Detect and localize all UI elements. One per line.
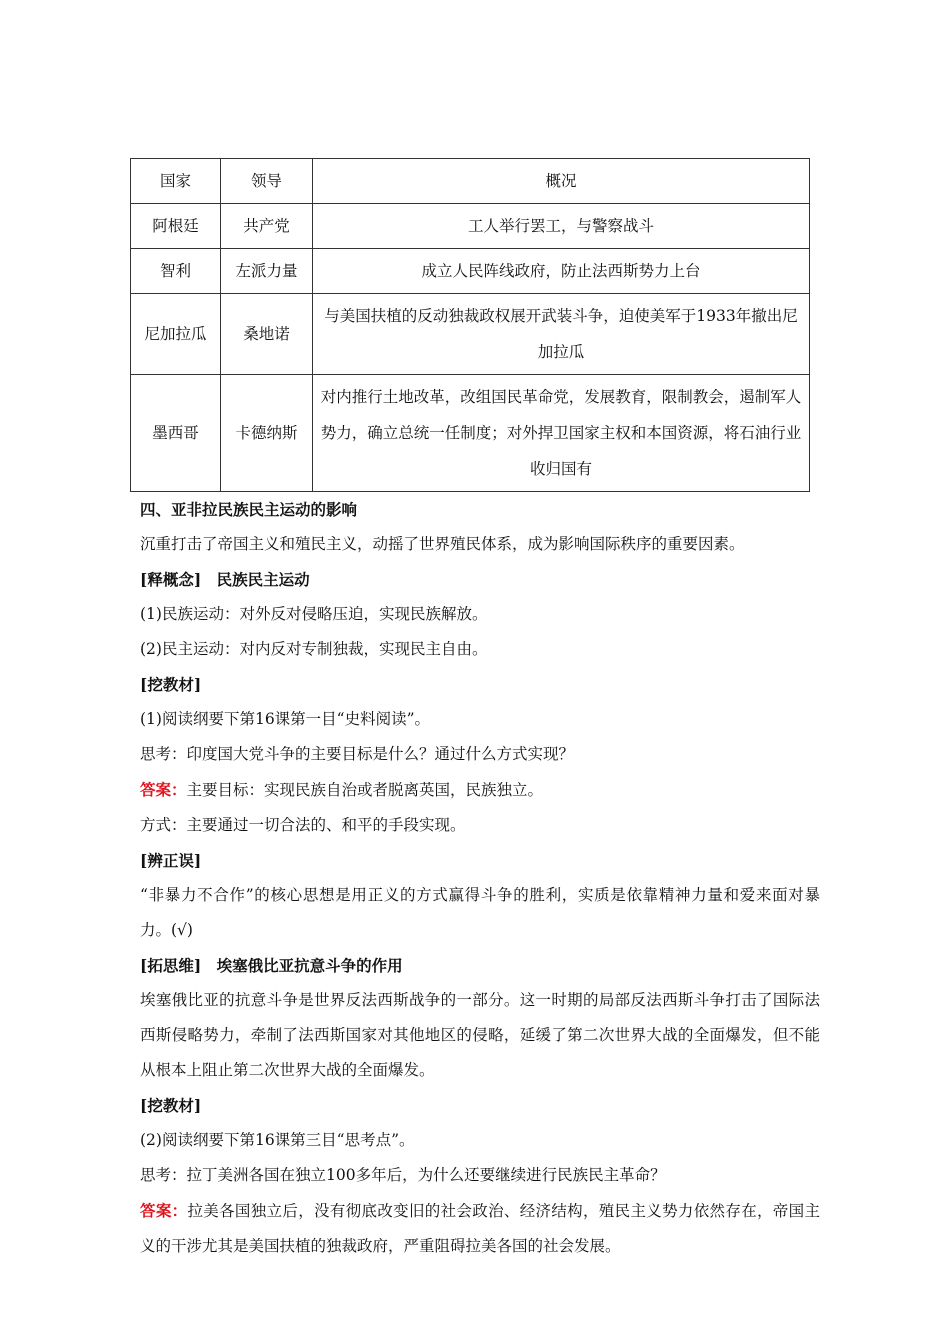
think-text: 埃塞俄比亚的抗意斗争是世界反法西斯战争的一部分。这一时期的局部反法西斯斗争打击了国际法西斯侵略势力，牵制了法西斯国家对其他地区的侵略，延缓了第二次世界大战的全面爆发，但不能从根本上阻止第二次世界大战的全面爆发。 bbox=[140, 991, 820, 1079]
cell-summary: 工人举行罢工，与警察战斗 bbox=[313, 204, 810, 249]
header-country: 国家 bbox=[131, 159, 221, 204]
section-heading: 四、亚非拉民族民主运动的影响 bbox=[140, 500, 358, 519]
cell-summary: 成立人民阵线政府，防止法西斯势力上台 bbox=[313, 249, 810, 294]
correct-heading: [辨正误] bbox=[140, 851, 202, 870]
header-leader: 领导 bbox=[221, 159, 313, 204]
cell-country: 智利 bbox=[131, 249, 221, 294]
think-heading: [拓思维] 埃塞俄比亚抗意斗争的作用 bbox=[140, 956, 403, 975]
cell-country: 墨西哥 bbox=[131, 375, 221, 492]
answer-label: 答案： bbox=[140, 780, 187, 799]
concept-heading: [释概念] 民族民主运动 bbox=[140, 570, 310, 589]
header-summary: 概况 bbox=[313, 159, 810, 204]
section-text: 沉重打击了帝国主义和殖民主义，动摇了世界殖民体系，成为影响国际秩序的重要因素。 bbox=[140, 535, 745, 553]
cell-leader: 共产党 bbox=[221, 204, 313, 249]
table-row bbox=[131, 375, 810, 492]
latin-america-table bbox=[130, 158, 810, 492]
correct-text: “非暴力不合作”的核心思想是用正义的方式赢得斗争的胜利，实质是依靠精神力量和爱来面对暴力。(√) bbox=[140, 886, 820, 939]
dig-heading-1: [挖教材] bbox=[140, 675, 202, 694]
dig-item-2: (2)阅读纲要下第16课第三目“思考点”。 bbox=[140, 1131, 415, 1149]
table-row bbox=[131, 294, 810, 375]
answer-text: 主要目标：实现民族自治或者脱离英国，民族独立。 bbox=[186, 781, 544, 799]
answer-text: 拉美各国独立后，没有彻底改变旧的社会政治、经济结构，殖民主义势力依然存在，帝国主义的干涉尤其是美国扶植的独裁政府，严重阻碍拉美各国的社会发展。 bbox=[140, 1202, 820, 1255]
dig-answer-1 bbox=[140, 772, 820, 808]
cell-country: 阿根廷 bbox=[131, 204, 221, 249]
concept-item-2: (2)民主运动：对内反对专制独裁，实现民主自由。 bbox=[140, 640, 488, 658]
dig-question-1: 思考：印度国大党斗争的主要目标是什么？通过什么方式实现？ bbox=[140, 745, 575, 763]
dig-answer-1b: 方式：主要通过一切合法的、和平的手段实现。 bbox=[140, 816, 466, 834]
concept-item-1: (1)民族运动：对外反对侵略压迫，实现民族解放。 bbox=[140, 605, 488, 623]
dig-answer-2 bbox=[140, 1193, 820, 1264]
dig-heading-2: [挖教材] bbox=[140, 1096, 202, 1115]
table-header-row bbox=[131, 159, 810, 204]
document-page bbox=[140, 158, 820, 1264]
dig-question-2: 思考：拉丁美洲各国在独立100多年后，为什么还要继续进行民族民主革命？ bbox=[140, 1166, 666, 1184]
cell-country: 尼加拉瓜 bbox=[131, 294, 221, 375]
cell-leader: 左派力量 bbox=[221, 249, 313, 294]
dig-item-1: (1)阅读纲要下第16课第一目“史料阅读”。 bbox=[140, 710, 431, 728]
cell-leader: 卡德纳斯 bbox=[221, 375, 313, 492]
cell-leader: 桑地诺 bbox=[221, 294, 313, 375]
table-row bbox=[131, 249, 810, 294]
cell-summary: 与美国扶植的反动独裁政权展开武装斗争，迫使美军于1933年撤出尼加拉瓜 bbox=[313, 294, 810, 375]
cell-summary: 对内推行土地改革，改组国民革命党，发展教育，限制教会，遏制军人势力，确立总统一任制度；对外捍卫国家主权和本国资源，将石油行业收归国有 bbox=[313, 375, 810, 492]
answer-label: 答案： bbox=[140, 1201, 188, 1220]
table-row bbox=[131, 204, 810, 249]
